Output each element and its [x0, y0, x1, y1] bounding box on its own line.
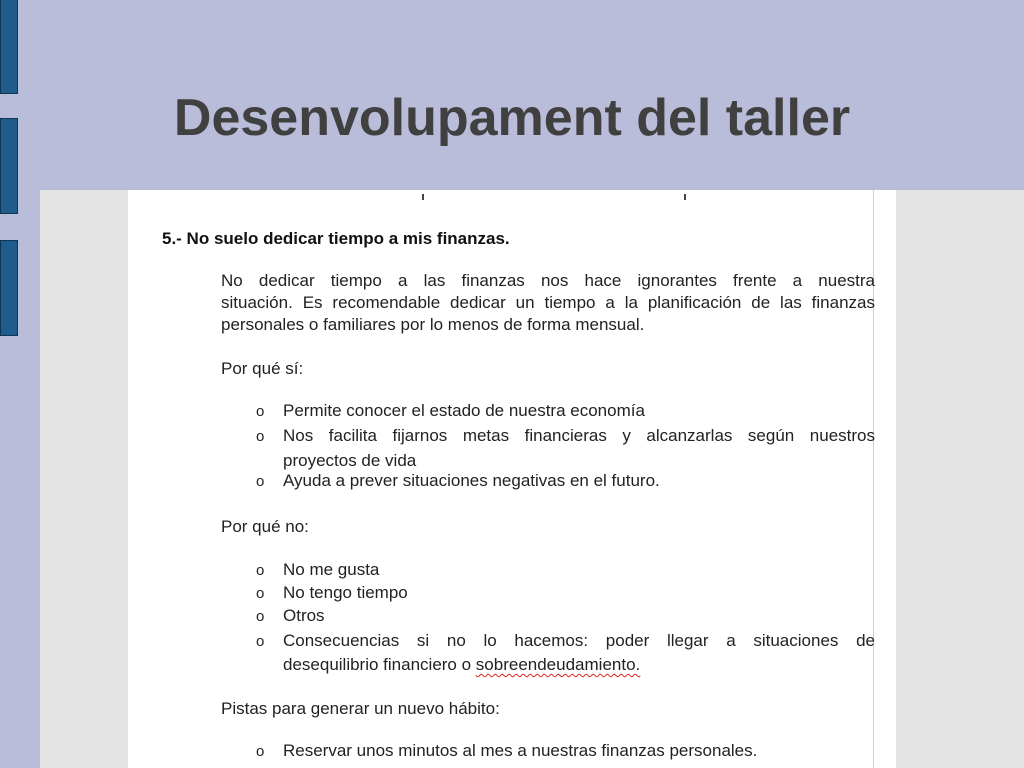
list-item	[283, 582, 875, 604]
bullet-icon: o	[256, 473, 265, 490]
list-item	[283, 630, 875, 676]
bullet-icon: o	[256, 743, 265, 760]
bullet-icon: o	[256, 585, 265, 602]
bullet-icon: o	[256, 428, 265, 445]
intro-line: personales o familiares por lo menos de forma mensual.	[221, 315, 645, 334]
list-item	[283, 400, 875, 422]
list-item-text: Otros	[283, 606, 325, 625]
section-heading: 5.- No suelo dedicar tiempo a mis finanzas.	[162, 229, 510, 248]
list-item-text: Nos facilita fijarnos metas financieras y alcanzarlas según nuestros	[283, 426, 875, 445]
bullet-icon: o	[256, 633, 265, 650]
slide-title: Desenvolupament del taller	[173, 89, 851, 147]
list-item	[283, 605, 875, 627]
document-page	[128, 190, 896, 768]
list-item-text-prefix: desequilibrio financiero o	[283, 655, 476, 674]
tips-label: Pistas para generar un nuevo hábito:	[221, 699, 500, 718]
list-item-text	[283, 654, 875, 676]
list-item	[283, 470, 875, 492]
bullet-icon: o	[256, 562, 265, 579]
bullet-icon: o	[256, 403, 265, 420]
why-yes-label: Por qué sí:	[221, 359, 304, 378]
intro-line: No dedicar tiempo a las finanzas nos hace ignorantes frente a nuestra	[221, 271, 875, 290]
misspelled-word[interactable]: sobreendeudamiento.	[475, 655, 641, 674]
clipped-previous-line	[128, 190, 896, 202]
list-item	[283, 740, 875, 762]
list-item	[283, 559, 875, 581]
list-item-text: Permite conocer el estado de nuestra economía	[283, 401, 645, 420]
list-item-text: No me gusta	[283, 560, 380, 579]
intro-line: situación. Es recomendable dedicar un tiempo a la planificación de las finanzas	[221, 293, 875, 312]
list-item-text: proyectos de vida	[283, 451, 417, 470]
side-tab-3	[0, 240, 18, 336]
bullet-icon: o	[256, 608, 265, 625]
side-tab-1	[0, 0, 18, 94]
list-item-text: No tengo tiempo	[283, 583, 408, 602]
list-item	[283, 425, 875, 472]
list-item-text: Consecuencias si no lo hacemos: poder llegar a situaciones de	[283, 631, 875, 650]
list-item-text: Ayuda a prever situaciones negativas en el futuro.	[283, 471, 660, 490]
why-no-label: Por qué no:	[221, 517, 309, 536]
intro-paragraph	[221, 270, 875, 336]
list-item-text: Reservar unos minutos al mes a nuestras finanzas personales.	[283, 741, 758, 760]
